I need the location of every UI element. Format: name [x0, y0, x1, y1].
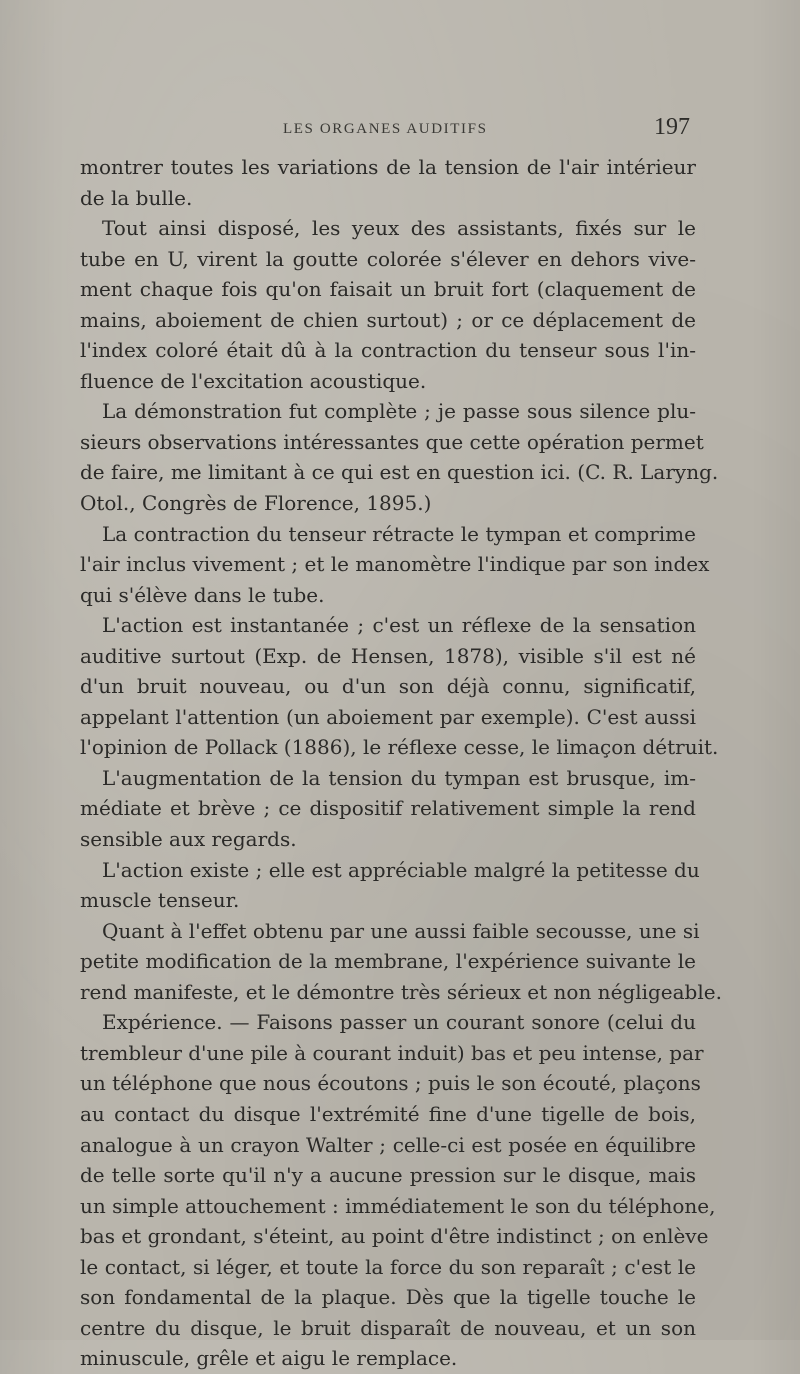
- text-line: l'air inclus vivement ; et le manomètre l'indique par son index: [80, 552, 710, 577]
- text-line: Quant à l'effet obtenu par une aussi faible secousse, une si: [102, 918, 700, 943]
- text-line: muscle tenseur.: [80, 888, 240, 913]
- text-line: un téléphone que nous écoutons ; puis le son écouté, plaçons: [80, 1071, 701, 1096]
- text-line: Expérience. — Faisons passer un courant sonore (celui du: [102, 1010, 696, 1035]
- text-line: mains, aboiement de chien surtout) ; or ce déplacement de: [80, 307, 696, 332]
- text-line: minuscule, grêle et aigu le remplace.: [80, 1346, 458, 1371]
- text-line: au contact du disque l'extrémité fine d'une tigelle de bois,: [80, 1101, 696, 1126]
- text-line: fluence de l'excitation acoustique.: [80, 368, 427, 393]
- text-line: sensible aux regards.: [80, 827, 297, 852]
- text-line: bas et grondant, s'éteint, au point d'être indistinct ; on enlève: [80, 1224, 709, 1249]
- text-line: sieurs observations intéressantes que cette opération permet: [80, 429, 704, 454]
- text-line: appelant l'attention (un aboiement par exemple). C'est aussi: [80, 704, 696, 729]
- text-line: de faire, me limitant à ce qui est en question ici. (C. R. Laryng.: [80, 460, 719, 485]
- text-line: montrer toutes les variations de la tension de l'air intérieur: [80, 155, 696, 179]
- text-line: L'action est instantanée ; c'est un réflexe de la sensation: [102, 613, 696, 638]
- text-line: L'action existe ; elle est appréciable malgré la petitesse du: [102, 857, 700, 882]
- text-line: petite modification de la membrane, l'expérience suivante le: [80, 949, 696, 974]
- text-line: La contraction du tenseur rétracte le tympan et comprime: [102, 521, 696, 546]
- text-line: un simple attouchement : immédiatement le son du téléphone,: [80, 1193, 716, 1218]
- text-line: tube en U, virent la goutte colorée s'élever en dehors vive-: [80, 246, 696, 271]
- text-line: La démonstration fut complète ; je passe sous silence plu-: [102, 399, 696, 424]
- text-line: Tout ainsi disposé, les yeux des assistants, fixés sur le: [102, 216, 696, 241]
- text-line: Otol., Congrès de Florence, 1895.): [80, 491, 432, 516]
- text-line: le contact, si léger, et toute la force du son reparaît ; c'est le: [80, 1254, 696, 1279]
- text-line: médiate et brève ; ce dispositif relativement simple la rend: [80, 796, 696, 821]
- text-line: rend manifeste, et le démontre très sérieux et non négligeable.: [80, 979, 722, 1004]
- text-line: de telle sorte qu'il n'y a aucune pression sur le disque, mais: [80, 1163, 696, 1188]
- text-line: trembleur d'une pile à courant induit) bas et peu intense, par: [80, 1040, 704, 1065]
- page-number: 197: [654, 114, 690, 140]
- running-head: LES ORGANES AUDITIFS: [283, 121, 488, 137]
- text-line: d'un bruit nouveau, ou d'un son déjà connu, significatif,: [80, 674, 696, 699]
- text-line: de la bulle.: [80, 185, 193, 210]
- body-text: [80, 152, 722, 1374]
- text-line: L'augmentation de la tension du tympan est brusque, im-: [102, 765, 696, 790]
- text-line: auditive surtout (Exp. de Hensen, 1878), visible s'il est né: [80, 643, 696, 668]
- text-line: l'opinion de Pollack (1886), le réflexe cesse, le limaçon détruit.: [80, 735, 719, 760]
- text-line: centre du disque, le bruit disparaît de nouveau, et un son: [80, 1315, 696, 1340]
- text-line: l'index coloré était dû à la contraction du tenseur sous l'in-: [80, 338, 696, 363]
- text-line: ment chaque fois qu'on faisait un bruit fort (claquement de: [80, 277, 696, 302]
- text-line: son fondamental de la plaque. Dès que la tigelle touche le: [80, 1285, 696, 1310]
- text-line: qui s'élève dans le tube.: [80, 582, 325, 607]
- page-header: [0, 116, 800, 146]
- text-line: analogue à un crayon Walter ; celle-ci est posée en équilibre: [80, 1132, 696, 1157]
